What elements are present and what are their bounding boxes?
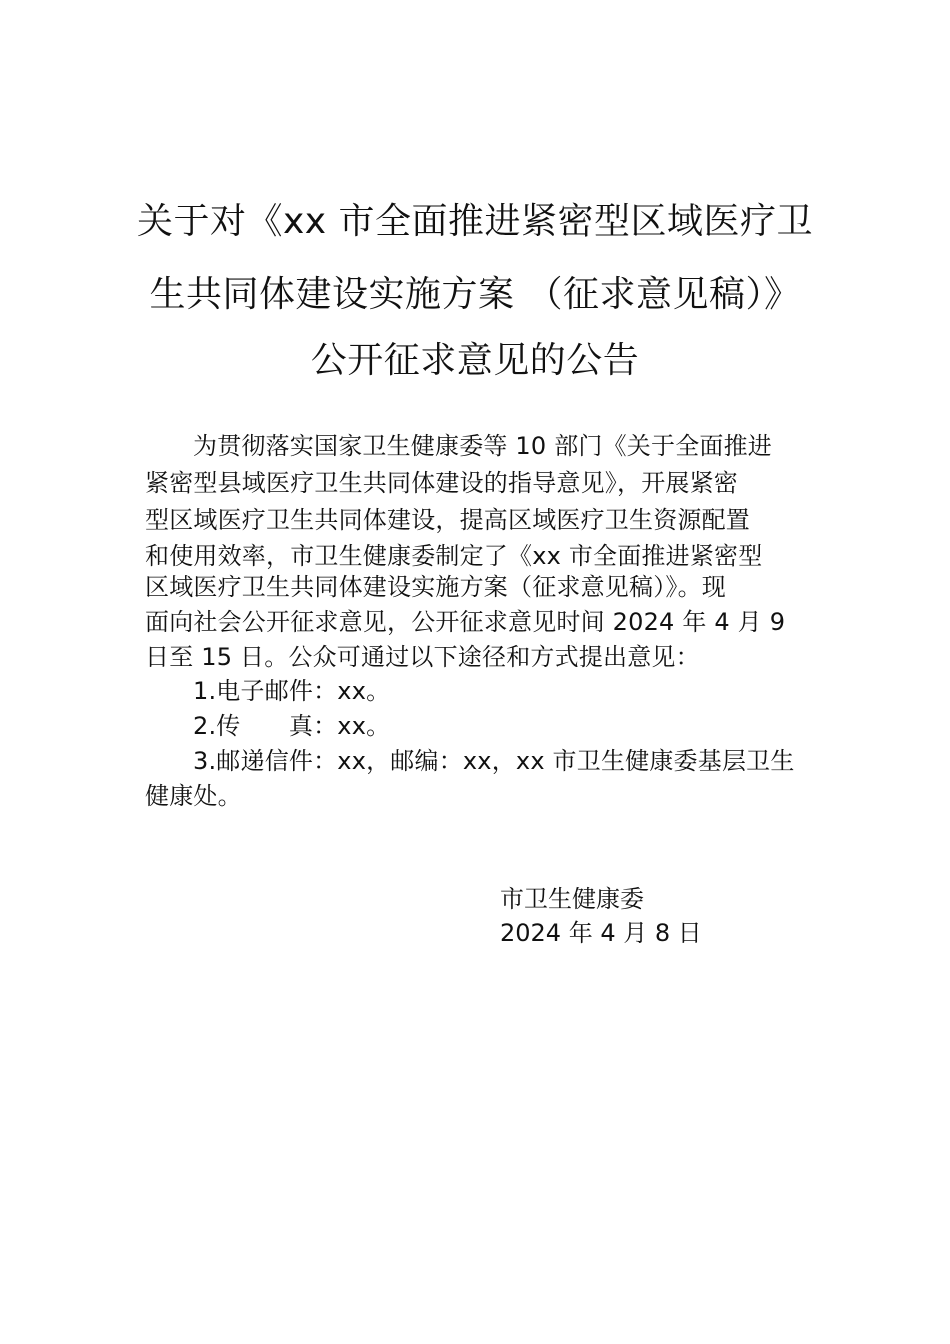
paragraph-line: 紧密型县域医疗卫生共同体建设的指导意见》，开展紧密 [145, 469, 738, 497]
paragraph-line: 面向社会公开征求意见，公开征求意见时间 2024 年 4 月 9 [145, 608, 786, 636]
contact-email-line: 1.电子邮件：xx。 [193, 677, 391, 705]
contact-fax-line: 2.传 真：xx。 [193, 712, 391, 740]
document-title-line-2: 生共同体建设实施方案 （征求意见稿）》 [149, 274, 801, 315]
contact-mail-line: 3.邮递信件：xx，邮编：xx，xx 市卫生健康委基层卫生 [193, 747, 795, 775]
signature-date: 2024 年 4 月 8 日 [500, 919, 702, 947]
signature-organization: 市卫生健康委 [500, 885, 644, 913]
contact-mail-line-continued: 健康处。 [145, 782, 242, 810]
document-title-line-1: 关于对《xx 市全面推进紧密型区域医疗卫 [136, 201, 814, 242]
paragraph-line: 区域医疗卫生共同体建设实施方案（征求意见稿）》。现 [145, 573, 726, 601]
paragraph-line: 为贯彻落实国家卫生健康委等 10 部门《关于全面推进 [193, 432, 772, 460]
paragraph-line: 日至 15 日。公众可通过以下途径和方式提出意见： [145, 643, 700, 671]
document-title-line-3: 公开征求意见的公告 [310, 340, 640, 381]
paragraph-line: 和使用效率，市卫生健康委制定了《xx 市全面推进紧密型 [145, 542, 763, 570]
paragraph-line: 型区域医疗卫生共同体建设，提高区域医疗卫生资源配置 [145, 506, 750, 534]
